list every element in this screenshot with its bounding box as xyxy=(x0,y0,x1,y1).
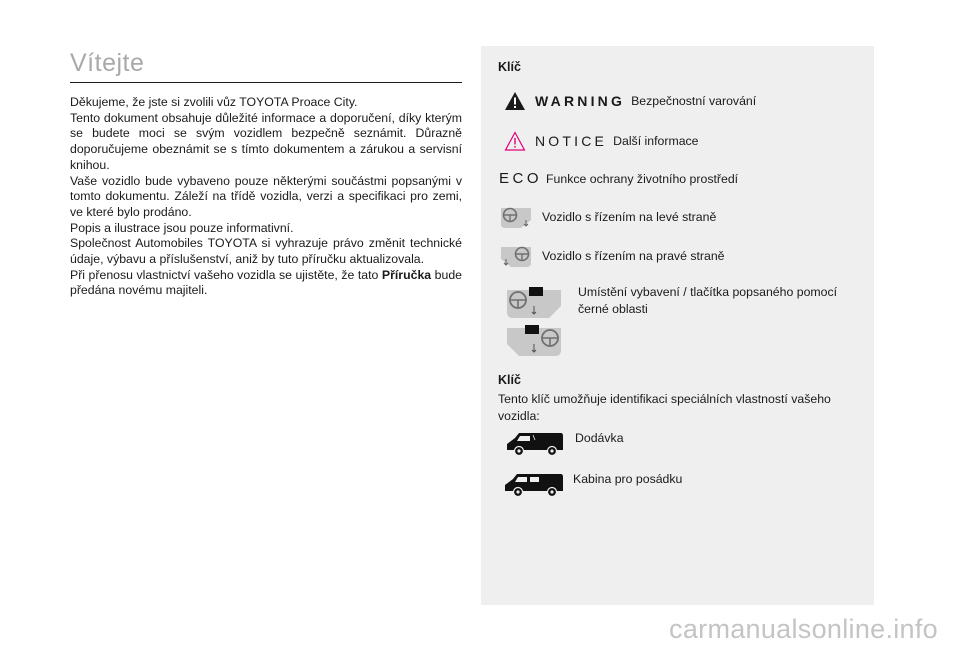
key2-description: Tento klíč umožňuje identifikaci speciálních vlastností vašeho vozidla: xyxy=(498,392,831,423)
intro-line-1: Děkujeme, že jste si zvolili vůz TOYOTA Proace City. xyxy=(70,95,358,109)
warning-triangle-icon xyxy=(504,91,526,111)
notice-row xyxy=(504,131,699,151)
intro-line-4: Popis a ilustrace jsou pouze informativní. xyxy=(70,220,294,235)
crew-cab-row xyxy=(503,471,682,499)
dashboard-black-area-rhd-icon xyxy=(503,322,565,358)
right-hand-drive-icon xyxy=(499,243,533,269)
lhd-label: Vozidlo s řízením na levé straně xyxy=(542,210,717,224)
rhd-row xyxy=(499,243,725,269)
warning-label: Bezpečnostní varování xyxy=(631,94,757,108)
intro-section xyxy=(70,48,462,299)
title-divider xyxy=(70,82,462,83)
van-label: Dodávka xyxy=(575,431,624,445)
notice-triangle-icon xyxy=(504,131,526,151)
eco-row xyxy=(499,170,738,187)
eco-label: Funkce ochrany životního prostředí xyxy=(546,171,739,186)
watermark: carmanualsonline.info xyxy=(669,614,938,644)
page-title: Vítejte xyxy=(70,49,145,77)
warning-word: WARNING xyxy=(535,93,626,109)
rhd-label: Vozidlo s řízením na pravé straně xyxy=(542,249,725,263)
crew-cab-label: Kabina pro posádku xyxy=(573,472,683,486)
black-area-label: Umístění vybavení / tlačítka popsaného pomocí černé oblasti xyxy=(578,285,838,316)
key-heading: Klíč xyxy=(498,60,521,74)
notice-word: NOTICE xyxy=(535,133,608,149)
intro-line-2: Tento dokument obsahuje důležité informace a doporučení, díky kterým se budete moci se svým vozidlem bezpečně seznámit. Důrazně doporučujeme obeznámit se s tímto dokumentem a zárukou a servisní knihou. xyxy=(70,110,462,172)
crew-cab-van-icon xyxy=(503,471,567,499)
dashboard-black-area-lhd-icon xyxy=(503,284,565,320)
intro-line-6a: Při přenosu vlastnictví vašeho vozidla se ujistěte, že tato xyxy=(70,267,382,282)
left-hand-drive-icon xyxy=(499,204,533,230)
notice-label: Další informace xyxy=(613,134,699,148)
intro-line-5: Společnost Automobiles TOYOTA si vyhrazuje právo změnit technické údaje, výbavu a příslušenství, aniž by tuto příručku aktualizovala. xyxy=(70,236,462,267)
intro-line-6b: bude předána novému majiteli. xyxy=(70,267,462,298)
manual-word: Příručka xyxy=(381,267,432,282)
van-icon xyxy=(505,430,567,458)
warning-row xyxy=(504,91,756,111)
key2-heading: Klíč xyxy=(498,373,521,387)
intro-paragraph xyxy=(70,95,462,299)
intro-line-3: Vaše vozidlo bude vybaveno pouze některými součástmi popsanými v tomto dokumentu. Záleží na třídě vozidla, verzi a specifikaci pro zemi, ve které bylo prodáno. xyxy=(70,173,462,219)
lhd-row xyxy=(499,204,716,230)
eco-word: ECO xyxy=(499,170,543,187)
key-panel xyxy=(481,46,874,605)
van-row xyxy=(505,430,624,458)
